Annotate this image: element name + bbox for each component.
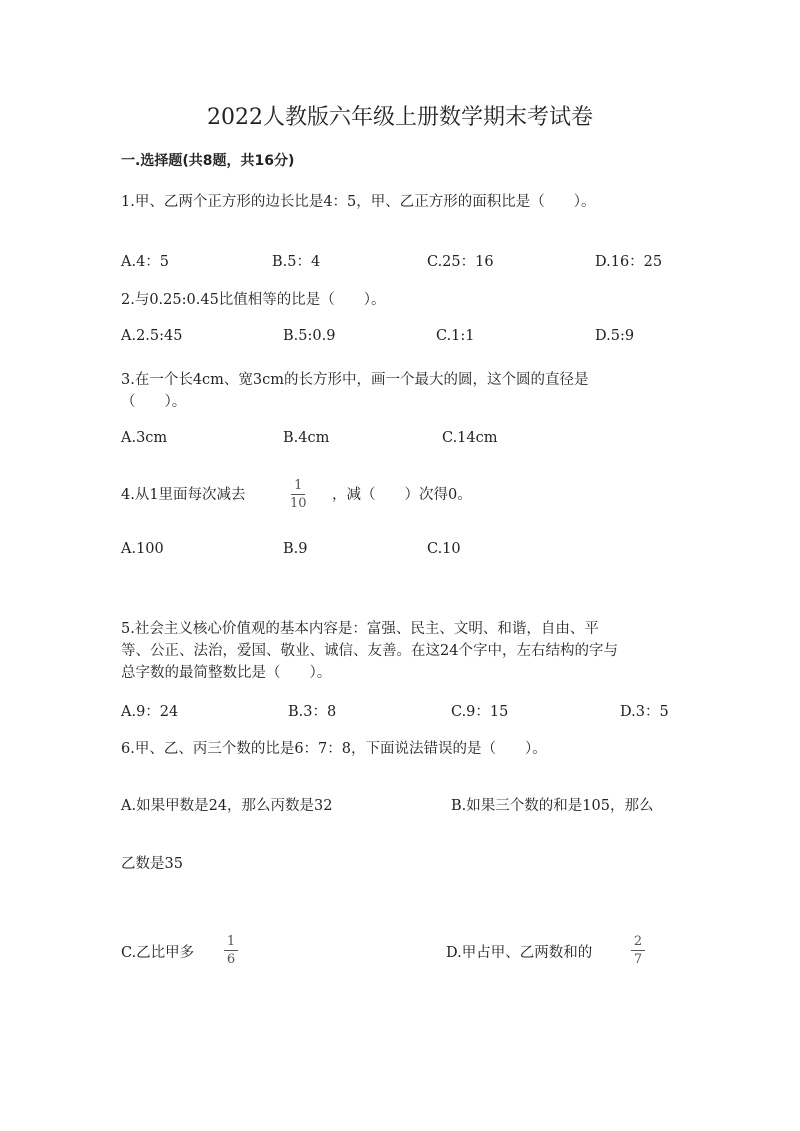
question-2-option-a: A.2.5:45: [121, 328, 183, 344]
question-3-option-a: A.3cm: [121, 430, 168, 446]
question-1-option-b: B.5：4: [272, 254, 321, 270]
question-2-option-c: C.1:1: [436, 328, 475, 344]
question-4-fraction: [290, 479, 307, 510]
question-3-stem-line1: 3.在一个长4cm、宽3cm的长方形中，画一个最大的圆，这个圆的直径是: [121, 372, 589, 388]
question-4-option-b: B.9: [283, 541, 308, 557]
question-4-option-c: C.10: [427, 541, 461, 557]
fraction-bar: [631, 950, 645, 951]
fraction-bar: [224, 950, 238, 951]
question-3-option-b: B.4cm: [283, 430, 330, 446]
question-6-stem: 6.甲、乙、丙三个数的比是6：7：8，下面说法错误的是（ ）。: [121, 741, 547, 757]
question-3-stem-line2: （ ）。: [121, 394, 187, 410]
question-6-option-b-line1: B.如果三个数的和是105，那么: [451, 798, 654, 814]
question-4-fraction-denominator: 10: [290, 496, 307, 511]
question-5-stem-line1: 5.社会主义核心价值观的基本内容是：富强、民主、文明、和谐，自由、平: [121, 621, 599, 637]
question-2-option-b: B.5:0.9: [283, 328, 336, 344]
question-6-option-b-line2: 乙数是35: [121, 856, 183, 872]
question-5-option-b: B.3：8: [288, 704, 337, 720]
question-6-option-c-fraction: [224, 935, 238, 966]
question-1-option-c: C.25：16: [427, 254, 494, 270]
question-5-stem-line3: 总字数的最简整数比是（ ）。: [121, 665, 332, 681]
question-5-option-a: A.9：24: [121, 704, 179, 720]
question-2-option-d: D.5:9: [595, 328, 635, 344]
question-5-stem-line2: 等、公正、法治，爱国、敬业、诚信、友善。在这24个字中，左右结构的字与: [121, 643, 618, 659]
question-4-stem-after: ，减（ ）次得0。: [332, 487, 472, 503]
option-c-fraction-numerator: 1: [226, 934, 236, 949]
page-title: 2022人教版六年级上册数学期末考试卷: [207, 105, 593, 130]
question-4-stem-before: 4.从1里面每次减去: [121, 487, 246, 503]
fraction-bar: [291, 494, 305, 495]
section-heading: 一.选择题(共8题，共16分): [121, 153, 295, 169]
question-6-option-a: A.如果甲数是24，那么丙数是32: [121, 798, 333, 814]
question-5-option-d: D.3：5: [620, 704, 669, 720]
question-5-option-c: C.9：15: [451, 704, 509, 720]
question-4-option-a: A.100: [121, 541, 164, 557]
question-1-option-d: D.16：25: [595, 254, 663, 270]
question-6-option-d: D.甲占甲、乙两数和的: [446, 945, 593, 961]
question-1-stem: 1.甲、乙两个正方形的边长比是4：5，甲、乙正方形的面积比是（ ）。: [121, 194, 596, 210]
question-6-option-d-fraction: [631, 935, 645, 966]
question-3-option-c: C.14cm: [442, 430, 498, 446]
question-4-fraction-numerator: 1: [294, 478, 303, 493]
question-1-option-a: A.4：5: [121, 254, 170, 270]
question-6-option-c: C.乙比甲多: [121, 945, 195, 961]
question-2-stem: 2.与0.25:0.45比值相等的比是（ ）。: [121, 292, 386, 308]
option-d-fraction-numerator: 2: [633, 934, 643, 949]
option-d-fraction-denominator: 7: [633, 952, 643, 967]
option-c-fraction-denominator: 6: [226, 952, 236, 967]
